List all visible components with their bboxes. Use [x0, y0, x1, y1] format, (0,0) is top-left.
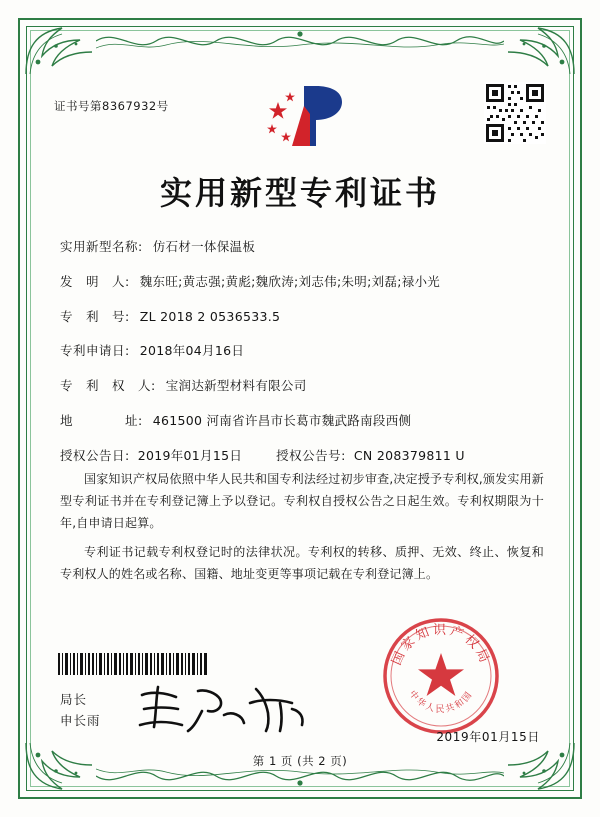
- issue-date: 2019年01月15日: [436, 730, 540, 744]
- qr-code: [484, 82, 546, 144]
- field-value: 宝润达新型材料有限公司: [165, 378, 307, 393]
- certificate-fields: [60, 238, 544, 481]
- field-row-address: [60, 412, 544, 431]
- signature-block: [60, 689, 101, 732]
- field-label: 专利申请日:: [60, 343, 130, 359]
- field-row-application-date: [60, 342, 544, 361]
- director-role-label: 局长: [60, 691, 88, 707]
- field-value: 魏东旺;黄志强;黄彪;魏欣涛;刘志伟;朱明;刘磊;禄小光: [139, 273, 441, 289]
- certificate-number: 证书号第8367932号: [54, 99, 169, 113]
- legal-paragraph-1: 国家知识产权局依照中华人民共和国专利法经过初步审查,决定授予专利权,颁发实用新型专利证书并在专利登记簿上予以登记。专利权自授权公告之日起生效。专利权期限为十年,自申请日起算。: [60, 472, 544, 531]
- field-value: CN 208379811 U: [353, 447, 465, 463]
- seal-top-text: 国家知识产权局: [389, 623, 493, 668]
- field-value: 仿石材一体保温板: [152, 239, 256, 254]
- field-row-utility-model-name: [60, 238, 544, 257]
- svg-text:中华人民共和国: [407, 688, 476, 715]
- field-value: 2018年04月16日: [139, 343, 245, 359]
- field-row-patent-number: [60, 308, 544, 327]
- field-row-patentee: [60, 377, 544, 396]
- top-border-ornament-icon: [96, 24, 504, 58]
- grant-number-group: [276, 447, 465, 466]
- field-label: 实用新型名称:: [60, 239, 143, 254]
- field-row-grant-info: [60, 447, 544, 466]
- field-value: 461500 河南省许昌市长葛市魏武路南段西侧: [152, 412, 412, 428]
- field-label: 授权公告日:: [60, 447, 130, 463]
- legal-text: [60, 468, 544, 591]
- official-seal: [382, 617, 500, 735]
- seal-bottom-text: 中华人民共和国: [406, 689, 476, 715]
- cnipa-logo: [252, 80, 348, 152]
- field-label: 授权公告号:: [276, 447, 346, 463]
- page-title: 实用新型专利证书: [159, 174, 440, 212]
- barcode: [58, 653, 208, 675]
- field-label: 发 明 人:: [60, 273, 130, 289]
- legal-paragraph-2: 专利证书记载专利权登记时的法律状况。专利权的转移、质押、无效、终止、恢复和专利权人的姓名或名称、国籍、地址变更等事项记载在专利登记簿上。: [60, 544, 544, 581]
- grant-date-group: [60, 447, 242, 466]
- field-label: 专 利 权 人:: [60, 378, 156, 393]
- certificate-content: [46, 70, 554, 771]
- director-signature: [132, 681, 312, 735]
- field-row-inventors: [60, 273, 544, 292]
- field-value: ZL 2018 2 0536533.5: [139, 308, 281, 324]
- director-name-label: 申长雨: [60, 712, 101, 728]
- field-label: 地 址:: [60, 412, 143, 428]
- field-value: 2019年01月15日: [137, 447, 243, 463]
- field-label: 专 利 号:: [60, 308, 130, 324]
- page-footer: 第 1 页 (共 2 页): [252, 754, 348, 768]
